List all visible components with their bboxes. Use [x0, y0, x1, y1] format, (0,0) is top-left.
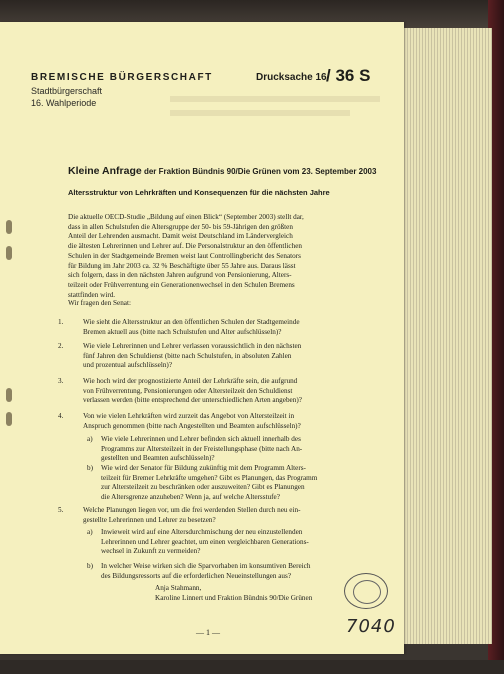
- question-text: Welche Planungen liegen vor, um die frei werdenden Stellen durch neu ein- gestellte Lehrerinnen und Lehrer zu besetzen?: [83, 506, 301, 524]
- punch-hole: [6, 388, 12, 402]
- signature-name: Anja Stahmann,: [155, 584, 202, 592]
- intro-line: Anteil der Lehrenden ausmacht. Damit weist Deutschland im Ländervergleich: [68, 232, 293, 241]
- page-stack: [396, 28, 492, 644]
- question-text: Von wie vielen Lehrkräften wird zurzeit das Angebot von Altersteilzeit in Anspruch genommen (bitte nach Angestellten und Beamten aufschlüsseln)?: [83, 412, 301, 430]
- document-page: [0, 22, 404, 654]
- legislative-period: 16. Wahlperiode: [31, 98, 97, 108]
- punch-hole: [6, 246, 12, 260]
- question-number: 5.: [58, 506, 64, 514]
- subquestion-text: Wie viele Lehrerinnen und Lehrer befinden sich aktuell innerhalb des Programms zur Altersteilzeit in der Freistellungsphase (bitte nach An- gestellten und Beamten aufschlüsseln)?: [101, 435, 303, 462]
- question-text: Wie hoch wird der prognostizierte Anteil der Lehrkräfte sein, die aufgrund von Frühverrentung, Pensionierungen oder Altersteilzeit den Schuldienst verlassen werden (bitte entsprechend der unterschiedlichen Arten angeben)?: [83, 377, 302, 404]
- question-number: 3.: [58, 377, 64, 385]
- question-number: 4.: [58, 412, 64, 420]
- signature-group: Karoline Linnert und Fraktion Bündnis 90/Die Grünen: [155, 594, 313, 602]
- subquestion-letter: b): [87, 562, 93, 570]
- intro-line: die ältesten Lehrerinnen und Lehrer auf. Die Personalstruktur an den öffentlichen: [68, 242, 302, 251]
- punch-hole: [6, 412, 12, 426]
- backdrop-bottom: [0, 660, 504, 674]
- question-number: 1.: [58, 318, 64, 326]
- question-text: Wie viele Lehrerinnen und Lehrer verlassen voraussichtlich in den nächsten fünf Jahren den Schuldienst (bitte nach Schulstufen, in absoluten Zahlen und prozentual aufschlüsseln)?: [83, 342, 302, 369]
- intro-line: dass in allen Schulstufen die Altersgruppe der 50- bis 59-Jährigen den größten: [68, 222, 293, 231]
- title-main: Kleine Anfrage: [68, 165, 142, 177]
- intro-line: Die aktuelle OECD-Studie „Bildung auf einen Blick“ (September 2003) stellt dar,: [68, 213, 304, 221]
- intro-paragraph: [68, 213, 304, 300]
- subquestion-letter: b): [87, 464, 93, 472]
- library-stamp: [344, 573, 388, 609]
- punch-hole: [6, 220, 12, 234]
- document-title: [68, 165, 376, 177]
- title-rest: der Fraktion Bündnis 90/Die Grünen vom 23. September 2003: [141, 167, 377, 176]
- page-number: — 1 —: [196, 628, 220, 637]
- intro-line: stattfinden wird.: [68, 290, 116, 299]
- intro-line: Schulen in der Stadtgemeinde Bremen weist laut Controllingbericht des Senators: [68, 251, 301, 260]
- subquestion-text: In welcher Weise wirken sich die Sparvorhaben im konsumtiven Bereich des Bildungsressorts auf die erforderlichen Neueinstellungen aus?: [101, 562, 311, 580]
- drucksache-label: Drucksache 16: [256, 72, 327, 83]
- subquestion-letter: a): [87, 435, 93, 443]
- parliament-name: Stadtbürgerschaft: [31, 86, 103, 96]
- document-subtitle: Altersstruktur von Lehrkräften und Konsequenzen für die nächsten Jahre: [68, 188, 330, 197]
- question-text: Wie sieht die Altersstruktur an den öffentlichen Schulen der Stadtgemeinde Bremen aktuell aus (bitte nach Schulstufen und Alter aufschlüsseln)?: [83, 318, 300, 336]
- intro-line: für Bildung im Jahr 2003 ca. 32 % Beschäftigte über 55 Jahre aus. Daraus lässt: [68, 261, 296, 270]
- handwritten-number: 7040: [346, 616, 396, 637]
- bleed-through: [170, 96, 380, 102]
- question-number: 2.: [58, 342, 64, 350]
- intro-line: sich folgern, dass in den nächsten Jahren aufgrund von Pensionierung, Alters-: [68, 271, 292, 280]
- subquestion-letter: a): [87, 528, 93, 536]
- subquestion-text: Wie wird der Senator für Bildung zukünftig mit dem Programm Alters- teilzeit für Bremer Lehrkräfte umgehen? Gibt es Planungen, das Programm zur Altersteilzeit zu beschränken oder auszuweiten? Gibt es Planungen die Altersgrenze anzuheben? Wenn ja, auf welche Altersstufe?: [101, 464, 318, 501]
- organization-name: BREMISCHE BÜRGERSCHAFT: [31, 72, 213, 83]
- drucksache-number: / 36 S: [326, 66, 371, 85]
- subquestion-text: Inwieweit wird auf eine Altersdurchmischung der neu einzustellenden Lehrerinnen und Lehrer geachtet, um einen vergleichbaren Generations- wechsel in Zukunft zu vermeiden?: [101, 528, 309, 555]
- intro-line: teilzeit oder Frühverrentung ein Generationenwechsel in den Schulen Bremens: [68, 280, 295, 289]
- bleed-through: [170, 110, 350, 116]
- ask-line: Wir fragen den Senat:: [68, 299, 131, 307]
